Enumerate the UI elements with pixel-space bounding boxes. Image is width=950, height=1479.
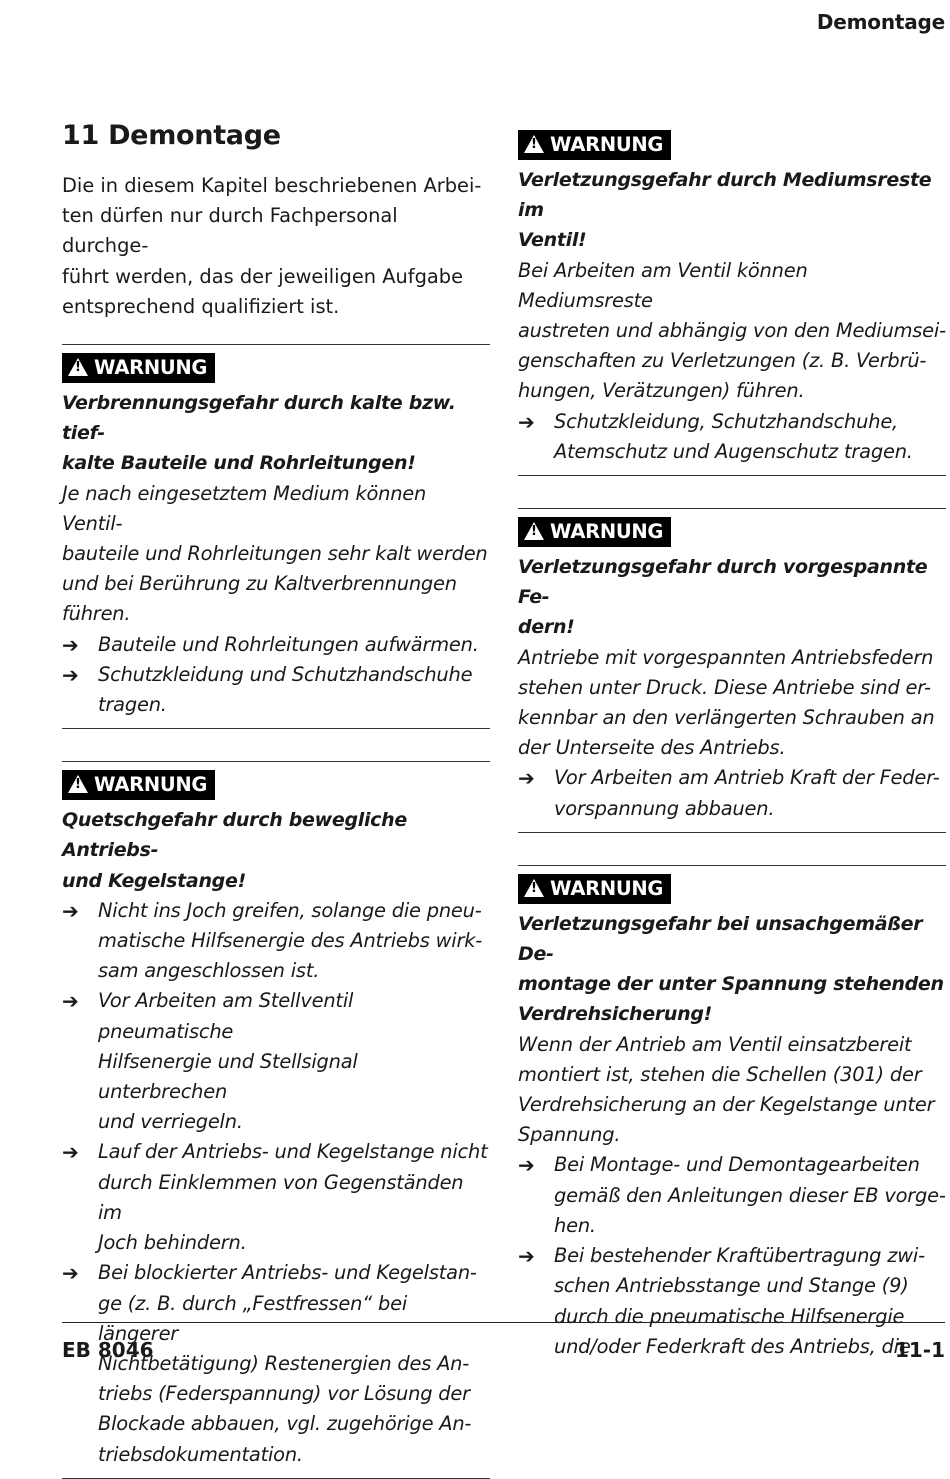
action-item (62, 1258, 490, 1469)
warning-box-anti-rotation (518, 865, 946, 1370)
action-line: Bei blockierter Antriebs- und Kegelstan- (98, 1261, 477, 1285)
arrow-right-icon: ➔ (62, 989, 79, 1014)
warning-badge-label: WARNUNG (94, 773, 208, 797)
action-line: Nicht ins Joch greifen, solange die pneu- (98, 898, 482, 922)
heading-line: Quetschgefahr durch bewegliche Antriebs- (62, 809, 407, 862)
heading-line: kalte Bauteile und Rohrleitungen! (62, 452, 416, 475)
text-line: Spannung. (518, 1123, 621, 1147)
action-item (518, 407, 946, 467)
action-item (518, 1150, 946, 1241)
text-line: Verdrehsicherung an der Kegelstange unter (518, 1093, 935, 1117)
warning-action-list (62, 630, 490, 721)
action-item (518, 1241, 946, 1362)
action-item (62, 630, 490, 660)
warning-badge-label: WARNUNG (94, 356, 208, 380)
heading-line: Ventil! (518, 229, 587, 252)
warning-heading (62, 388, 490, 479)
text-line: der Unterseite des Antriebs. (518, 736, 786, 760)
arrow-right-icon: ➔ (518, 1244, 535, 1269)
action-line: Vor Arbeiten am Stellventil pneumatische (98, 989, 354, 1043)
right-column (518, 118, 946, 1370)
text-line: kennbar an den verlängerten Schrauben an (518, 706, 935, 730)
warning-heading (518, 165, 946, 256)
text-line: führen. (62, 602, 131, 626)
warning-badge-label: WARNUNG (550, 876, 664, 900)
action-item (62, 1137, 490, 1258)
heading-line: und Kegelstange! (62, 869, 246, 892)
action-line: und/oder Federkraft des Antriebs, die (554, 1334, 911, 1358)
heading-line: dern! (518, 616, 575, 639)
action-line: hen. (554, 1213, 596, 1237)
action-line: Hilfsenergie und Stellsignal unterbrechen (98, 1049, 358, 1104)
text-line: bauteile und Rohrleitungen sehr kalt werden (62, 542, 488, 566)
action-item (62, 896, 490, 987)
arrow-right-icon: ➔ (62, 1140, 79, 1165)
warning-action-list (518, 407, 946, 467)
action-line: Bauteile und Rohrleitungen aufwärmen. (98, 632, 479, 656)
warning-heading (518, 552, 946, 643)
action-line: Lauf der Antriebs- und Kegelstange nicht (98, 1140, 488, 1164)
warning-action-list (62, 896, 490, 1470)
heading-line: Verletzungsgefahr durch Mediumsreste im (518, 169, 932, 222)
warning-badge (518, 130, 671, 160)
arrow-right-icon: ➔ (62, 662, 79, 687)
warning-triangle-icon (524, 135, 544, 153)
action-line: triebs (Federspannung) vor Lösung der (98, 1382, 470, 1406)
warning-box-crush (62, 761, 490, 1478)
action-line: ge (z. B. durch „Festfressen“ bei längerer (98, 1291, 408, 1345)
warning-action-list (518, 763, 946, 823)
intro-line: führt werden, das der jeweiligen Aufgabe (62, 264, 464, 288)
intro-line: entsprechend qualifiziert ist. (62, 294, 340, 318)
action-line: durch die pneumatische Hilfsenergie (554, 1304, 905, 1328)
footer-doc-id: EB 8046 (62, 1338, 154, 1362)
text-line: Wenn der Antrieb am Ventil einsatzbereit (518, 1032, 912, 1056)
action-line: tragen. (98, 693, 167, 717)
warning-triangle-icon (68, 775, 88, 793)
arrow-right-icon: ➔ (518, 766, 535, 791)
intro-line: ten dürfen nur durch Fachpersonal durchge- (62, 204, 398, 258)
heading-line: Verbrennungsgefahr durch kalte bzw. tief- (62, 392, 456, 445)
action-line: Atemschutz und Augenschutz tragen. (554, 439, 913, 463)
arrow-right-icon: ➔ (62, 898, 79, 923)
warning-badge (518, 874, 671, 904)
warning-heading (62, 805, 490, 896)
text-line: austreten und abhängig von den Mediumsei- (518, 319, 946, 343)
warning-box-medium (518, 118, 946, 476)
text-line: hungen, Verätzungen) führen. (518, 379, 805, 403)
intro-line: Die in diesem Kapitel beschriebenen Arbei- (62, 174, 482, 197)
action-line: matische Hilfsenergie des Antriebs wirk- (98, 929, 483, 953)
chapter-title: 11 Demontage (62, 120, 281, 151)
action-line: sam angeschlossen ist. (98, 959, 320, 983)
action-line: triebsdokumentation. (98, 1442, 303, 1466)
text-line: genschaften zu Verletzungen (z. B. Verbrü- (518, 349, 927, 373)
action-line: und verriegeln. (98, 1110, 243, 1134)
text-line: und bei Berührung zu Kaltverbrennungen (62, 572, 457, 596)
text-line: stehen unter Druck. Diese Antriebe sind er- (518, 675, 931, 699)
warning-text (518, 256, 946, 407)
action-line: Joch behindern. (98, 1231, 247, 1255)
warning-badge (62, 353, 215, 383)
action-line: vorspannung abbauen. (554, 796, 775, 820)
heading-line: Verdrehsicherung! (518, 1003, 713, 1026)
text-line: Bei Arbeiten am Ventil können Mediumsreste (518, 258, 808, 312)
heading-line: montage der unter Spannung stehenden (518, 973, 944, 996)
warning-action-list (518, 1150, 946, 1361)
arrow-right-icon: ➔ (62, 632, 79, 657)
warning-triangle-icon (524, 522, 544, 540)
warning-text (62, 479, 490, 630)
heading-line: Verletzungsgefahr durch vorgespannte Fe- (518, 556, 928, 609)
action-item (62, 986, 490, 1137)
footer-page-number: 11-1 (894, 1338, 945, 1362)
warning-triangle-icon (524, 879, 544, 897)
warning-badge (518, 517, 671, 547)
footer-rule (62, 1322, 945, 1323)
heading-line: Verletzungsgefahr bei unsachgemäßer De- (518, 912, 923, 966)
arrow-right-icon: ➔ (518, 1153, 535, 1178)
action-line: Vor Arbeiten am Antrieb Kraft der Feder- (554, 766, 940, 790)
action-line: Bei bestehender Kraftübertragung zwi- (554, 1244, 925, 1268)
action-line: Blockade abbauen, vgl. zugehörige An- (98, 1412, 472, 1436)
text-line: Je nach eingesetztem Medium können Ventil- (62, 481, 427, 535)
arrow-right-icon: ➔ (518, 409, 535, 434)
warning-triangle-icon (68, 358, 88, 376)
chapter-intro (62, 171, 490, 322)
warning-heading (518, 909, 946, 1030)
text-line: Antriebe mit vorgespannten Antriebsfedern (518, 645, 934, 669)
action-line: durch Einklemmen von Gegenständen im (98, 1170, 464, 1224)
action-line: gemäß den Anleitungen dieser EB vorge- (554, 1183, 946, 1207)
action-item (518, 763, 946, 823)
arrow-right-icon: ➔ (62, 1261, 79, 1286)
action-line: schen Antriebsstange und Stange (9) (554, 1274, 909, 1298)
warning-box-spring (518, 508, 946, 833)
action-line: Nichtbetätigung) Restenergien des An- (98, 1351, 470, 1375)
warning-badge-label: WARNUNG (550, 520, 664, 544)
action-item (62, 660, 490, 720)
text-line: montiert ist, stehen die Schellen (301) der (518, 1062, 922, 1086)
warning-badge-label: WARNUNG (550, 133, 664, 156)
warning-text (518, 1030, 946, 1151)
action-line: Schutzkleidung und Schutzhandschuhe (98, 662, 473, 686)
action-line: Bei Montage- und Demontagearbeiten (554, 1153, 920, 1177)
left-column (62, 118, 490, 1479)
action-line: Schutzkleidung, Schutzhandschuhe, (554, 409, 899, 433)
warning-box-cold (62, 344, 490, 729)
warning-text (518, 643, 946, 764)
running-header: Demontage (816, 10, 945, 34)
warning-badge (62, 770, 215, 800)
